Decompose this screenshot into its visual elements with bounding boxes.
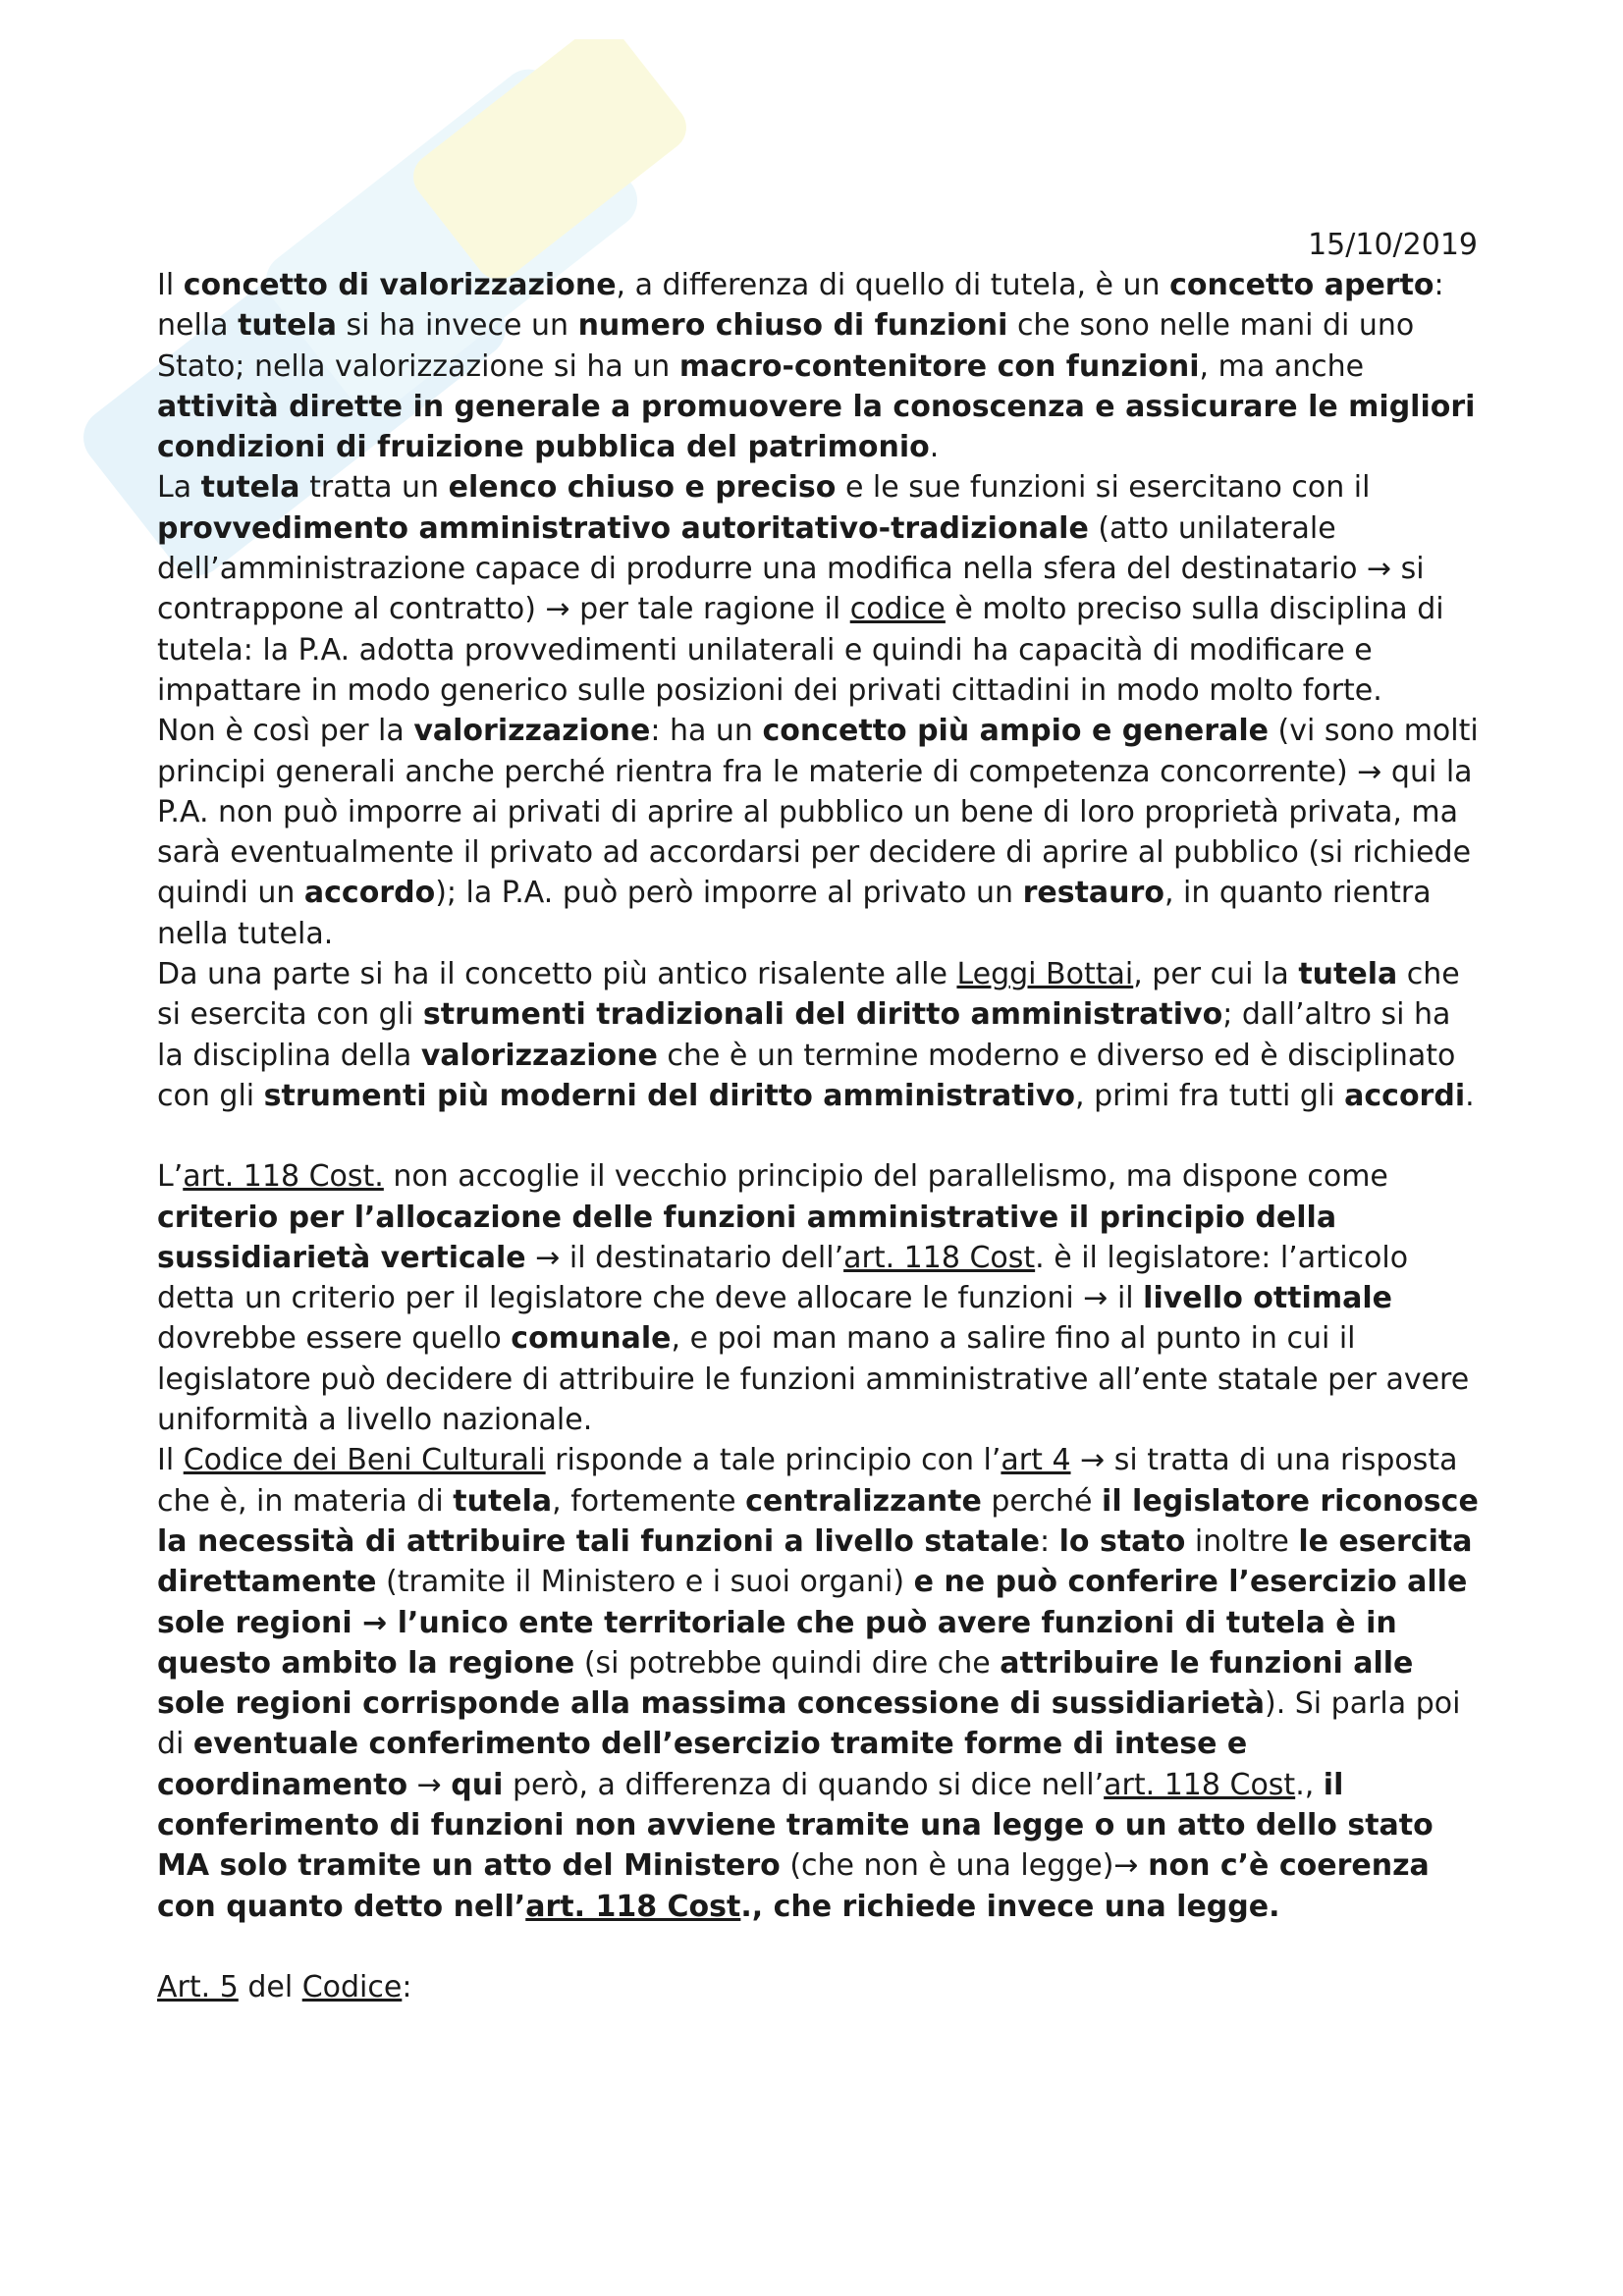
bold-text: criterio per l’allocazione delle funzioni amministrative il principio della sussidiarietà verticale bbox=[157, 1200, 1337, 1275]
text-run: non accoglie il vecchio principio del parallelismo, ma dispone come bbox=[383, 1159, 1388, 1195]
bold-reference-text: art. 118 Cost bbox=[525, 1889, 741, 1924]
paragraph-tutela bbox=[157, 467, 1483, 711]
bold-text: accordo bbox=[303, 876, 436, 911]
bold-text: e ne può conferire l’esercizio alle sole regioni → l’unico ente territoriale che può avere funzioni di tutela è in questo ambito la regione bbox=[157, 1565, 1468, 1681]
text-run: ); la P.A. può però imporre al privato un bbox=[435, 876, 1023, 911]
bold-text: accordi bbox=[1344, 1078, 1466, 1113]
paragraph-leggi-bottai bbox=[157, 954, 1483, 1116]
paragraph-art-5 bbox=[157, 1967, 1483, 2007]
bold-text: concetto di valorizzazione bbox=[183, 268, 617, 302]
bold-text: non c’è coerenza con quanto detto nell’ bbox=[157, 1848, 1430, 1924]
text-run: → il destinatario dell’ bbox=[525, 1240, 844, 1275]
text-run: (vi sono molti principi generali anche perché rientra fra le materie di competenza concorrente) → qui la P.A. non può imporre ai privati di aprire al pubblico un bene di loro proprietà privata, ma sarà eventualmente il privato ad accordarsi per decidere di aprire al pubblico (si richiede quindi un bbox=[157, 714, 1479, 911]
bold-text: strumenti tradizionali del diritto amministrativo bbox=[422, 997, 1223, 1033]
paragraph-valorizzazione bbox=[157, 265, 1483, 467]
reference-link-text: Art. 5 bbox=[157, 1969, 239, 2004]
text-run: , in quanto rientra nella tutela. bbox=[157, 876, 1432, 951]
text-run: tratta un bbox=[299, 470, 449, 506]
text-run: che sono nelle mani di uno Stato; nella valorizzazione si ha un bbox=[157, 308, 1415, 384]
bold-text: livello ottimale bbox=[1143, 1281, 1392, 1316]
bold-text: numero chiuso di funzioni bbox=[577, 308, 1008, 344]
reference-link-text: art 4 bbox=[1001, 1443, 1071, 1478]
text-run: Non è così per la bbox=[157, 714, 414, 749]
text-run: , primi fra tutti gli bbox=[1075, 1078, 1345, 1113]
reference-link-text: Codice bbox=[301, 1969, 403, 2004]
bold-text: il conferimento di funzioni non avviene tramite una legge o un atto dello stato MA solo tramite un atto del Ministero bbox=[157, 1767, 1434, 1884]
bold-text: tutela bbox=[200, 470, 300, 506]
bold-text: centralizzante bbox=[745, 1483, 982, 1519]
reference-link-text: art. 118 Cost. bbox=[183, 1159, 384, 1195]
text-run: , fortemente bbox=[552, 1483, 746, 1519]
text-run: Il bbox=[157, 268, 184, 302]
text-run: e le sue funzioni si esercitano con il bbox=[836, 470, 1371, 506]
bold-text: valorizzazione bbox=[413, 714, 651, 749]
text-run: dovrebbe essere quello bbox=[157, 1321, 512, 1357]
bold-text: elenco chiuso e preciso bbox=[448, 470, 837, 506]
text-run: ; dall’altro si ha la disciplina della bbox=[157, 997, 1451, 1073]
text-run: : bbox=[402, 1969, 412, 2004]
text-run: : nella bbox=[157, 268, 1444, 344]
paragraph-valorizzazione-accordo bbox=[157, 711, 1483, 954]
text-run: → si tratta di una risposta che è, in materia di bbox=[157, 1443, 1458, 1519]
paragraph-codice-art-4 bbox=[157, 1440, 1483, 1927]
bold-text: attribuire le funzioni alle sole regioni corrisponde alla massima concessione di sussidiarietà bbox=[157, 1645, 1414, 1722]
text-run: . bbox=[929, 430, 940, 465]
text-run: , ma anche bbox=[1199, 348, 1365, 384]
text-run: . bbox=[1465, 1078, 1475, 1113]
text-run: : bbox=[1039, 1523, 1059, 1559]
bold-text: concetto aperto bbox=[1169, 268, 1434, 302]
bold-text: ., che richiede invece una legge. bbox=[740, 1889, 1280, 1924]
reference-link-text: Leggi Bottai bbox=[956, 957, 1134, 992]
text-run: L’ bbox=[157, 1159, 184, 1195]
bold-text: restauro bbox=[1022, 876, 1164, 911]
text-run: risponde a tale principio con l’ bbox=[545, 1443, 1001, 1478]
text-run: ). Si parla poi di bbox=[157, 1686, 1461, 1762]
text-run: . è il legislatore: l’articolo detta un criterio per il legislatore che deve allocare le funzioni → il bbox=[157, 1240, 1409, 1316]
text-run: che è un termine moderno e diverso ed è disciplinato con gli bbox=[157, 1038, 1456, 1113]
text-run: (che non è una legge)→ bbox=[780, 1848, 1149, 1884]
bold-text: qui bbox=[451, 1767, 504, 1802]
bold-text: tutela bbox=[238, 308, 337, 344]
bold-text: tutela bbox=[1298, 957, 1398, 992]
bold-text: provvedimento amministrativo autoritativo-tradizionale bbox=[157, 510, 1089, 546]
paragraph-art-118 bbox=[157, 1156, 1483, 1440]
bold-text: il legislatore riconosce la necessità di attribuire tali funzioni a livello statale bbox=[157, 1483, 1479, 1559]
bold-text: comunale bbox=[511, 1321, 672, 1357]
text-run: La bbox=[157, 470, 201, 506]
text-run: → bbox=[407, 1767, 452, 1802]
document-body bbox=[157, 265, 1483, 2007]
bold-text: attività dirette in generale a promuovere la conoscenza e assicurare le migliori condizioni di fruizione pubblica del patrimonio bbox=[157, 389, 1476, 465]
bold-text: lo stato bbox=[1058, 1523, 1186, 1559]
reference-link-text: codice bbox=[849, 592, 946, 627]
text-run: (si potrebbe quindi dire che bbox=[574, 1645, 1001, 1681]
bold-text: valorizzazione bbox=[420, 1038, 658, 1073]
reference-link-text: art. 118 Cost bbox=[1104, 1767, 1296, 1802]
text-run: (atto unilaterale dell’amministrazione capace di produrre una modifica nella sfera del destinatario → si contrappone al contratto) → per tale ragione il bbox=[157, 510, 1425, 627]
text-run: del bbox=[238, 1969, 302, 2004]
text-run: perché bbox=[981, 1483, 1103, 1519]
text-run: (tramite il Ministero e i suoi organi) bbox=[376, 1565, 914, 1600]
text-run: si ha invece un bbox=[336, 308, 578, 344]
text-run: però, a differenza di quando si dice nell’ bbox=[503, 1767, 1105, 1802]
bold-text: concetto più ampio e generale bbox=[762, 714, 1269, 749]
bold-text: le esercita direttamente bbox=[157, 1523, 1473, 1600]
bold-text: eventuale conferimento dell’esercizio tramite forme di intese e coordinamento bbox=[157, 1727, 1248, 1802]
reference-link-text: Codice dei Beni Culturali bbox=[183, 1443, 546, 1478]
text-run: , e poi man mano a salire fino al punto in cui il legislatore può decidere di attribuire le funzioni amministrative all’ente statale per avere uniformità a livello nazionale. bbox=[157, 1321, 1470, 1438]
bold-text: macro-contenitore con funzioni bbox=[678, 348, 1200, 384]
text-run: Da una parte si ha il concetto più antico risalente alle bbox=[157, 957, 957, 992]
text-run: inoltre bbox=[1185, 1523, 1299, 1559]
document-date: 15/10/2019 bbox=[1308, 228, 1478, 262]
text-run: , a differenza di quello di tutela, è un bbox=[616, 268, 1170, 302]
bold-text: tutela bbox=[453, 1483, 553, 1519]
text-run: , per cui la bbox=[1133, 957, 1299, 992]
text-run: che si esercita con gli bbox=[157, 957, 1460, 1033]
text-run: ., bbox=[1295, 1767, 1324, 1802]
text-run: : ha un bbox=[650, 714, 763, 749]
text-run: Il bbox=[157, 1443, 184, 1478]
bold-text: strumenti più moderni del diritto amministrativo bbox=[263, 1078, 1076, 1113]
reference-link-text: art. 118 Cost bbox=[843, 1240, 1036, 1275]
text-run: è molto preciso sulla disciplina di tutela: la P.A. adotta provvedimenti unilaterali e quindi ha capacità di modificare e impattare in modo generico sulle posizioni dei privati cittadini in modo molto forte. bbox=[157, 592, 1444, 708]
